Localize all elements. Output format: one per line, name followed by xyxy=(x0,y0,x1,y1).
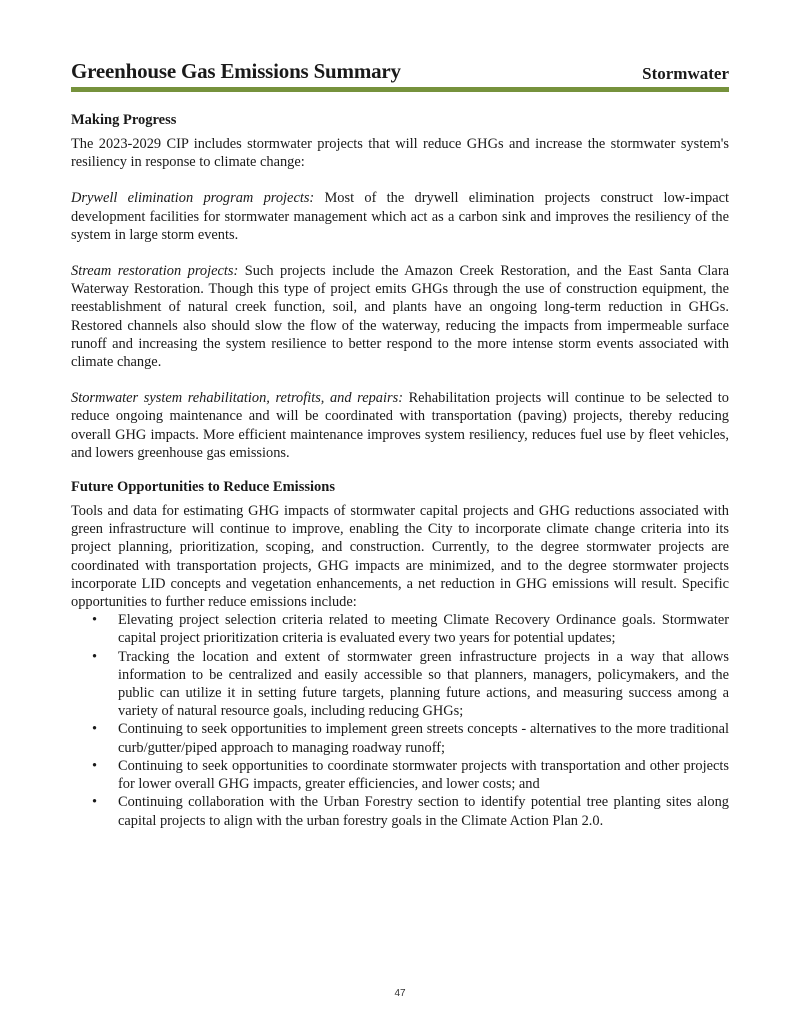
future-opportunities-heading: Future Opportunities to Reduce Emissions xyxy=(71,479,335,496)
bullet-icon: • xyxy=(92,612,98,629)
stream-label: Stream restoration projects: xyxy=(71,263,239,280)
header-rule xyxy=(71,87,729,92)
bullet-icon: • xyxy=(92,721,98,738)
list-item: • Continuing to seek opportunities to implement green streets concepts - alternatives to the more traditional curb/gutter/piped approach to managing roadway runoff; xyxy=(92,721,729,756)
list-item: • Elevating project selection criteria related to meeting Climate Recovery Ordinance goals. Stormwater capital project prioritization criteria is evaluated every two years for potential updates; xyxy=(92,612,729,647)
bullet-icon: • xyxy=(92,648,98,665)
making-progress-intro: The 2023-2029 CIP includes stormwater projects that will reduce GHGs and increase the stormwater system's resiliency in response to climate change: xyxy=(71,136,729,171)
making-progress-heading: Making Progress xyxy=(71,112,177,128)
document-page xyxy=(71,58,729,830)
section-label: Stormwater xyxy=(642,64,729,83)
page-number: 47 xyxy=(394,988,406,999)
bullet-icon: • xyxy=(92,794,98,811)
opportunities-list xyxy=(71,611,729,829)
drywell-label: Drywell elimination program projects: xyxy=(71,190,315,207)
page-header xyxy=(71,58,729,84)
list-item: • Tracking the location and extent of stormwater green infrastructure projects in a way that allows information to be centralized and easily accessible so that planners, managers, policymakers, and the public can utilize it in setting future targets, planning future actions, and measuring success among a variety of natural resource goals, including reducing GHGs; xyxy=(92,648,729,720)
page-title: Greenhouse Gas Emissions Summary xyxy=(71,59,401,83)
rehab-label: Stormwater system rehabilitation, retrofits, and repairs: xyxy=(71,390,403,407)
list-item: • Continuing to seek opportunities to coordinate stormwater projects with transportation and other projects for lower overall GHG impacts, greater efficiencies, and lower costs; and xyxy=(92,757,729,793)
drywell-paragraph: Drywell elimination program projects: Most of the drywell elimination projects construct low-impact development facilities for stormwater management which act as a carbon sink and improves the resiliency of the system in large storm events. xyxy=(71,190,729,243)
bullet-icon: • xyxy=(92,757,98,774)
list-item: • Continuing collaboration with the Urban Forestry section to identify potential tree planting sites along capital projects to align with the urban forestry goals in the Climate Action Plan 2.0. xyxy=(92,794,729,829)
rehabilitation-paragraph: Stormwater system rehabilitation, retrofits, and repairs: Rehabilitation projects will continue to be selected to reduce ongoing maintenance and will be coordinated with transportation (paving) projects, thereby reducing overall GHG impacts. More efficient maintenance improves system resiliency, reduces fuel use by fleet vehicles, and lowers greenhouse gas emissions. xyxy=(71,390,729,461)
future-intro: Tools and data for estimating GHG impacts of stormwater capital projects and GHG reductions associated with green infrastructure will continue to improve, enabling the City to incorporate climate change criteria into its project planning, prioritization, scoping, and construction. Currently, to the degree stormwater projects are coordinated with transportation projects, GHG impacts are minimized, and to the degree stormwater projects incorporate LID concepts and vegetation enhancements, a net reduction in GHG emissions will result. Specific opportunities to further reduce emissions include: xyxy=(71,503,729,611)
stream-restoration-paragraph: Stream restoration projects: Such projects include the Amazon Creek Restoration, and the East Santa Clara Waterway Restoration. Though this type of project emits GHGs through the use of construction equipment, the reestablishment of natural creek function, soil, and plants have an ongoing long-term reduction in GHGs. Restored channels also should slow the flow of the waterway, reducing the impacts from impermeable surface runoff and increasing the system resilience to better respond to the more intense storm events associated with climate change. xyxy=(71,263,729,371)
